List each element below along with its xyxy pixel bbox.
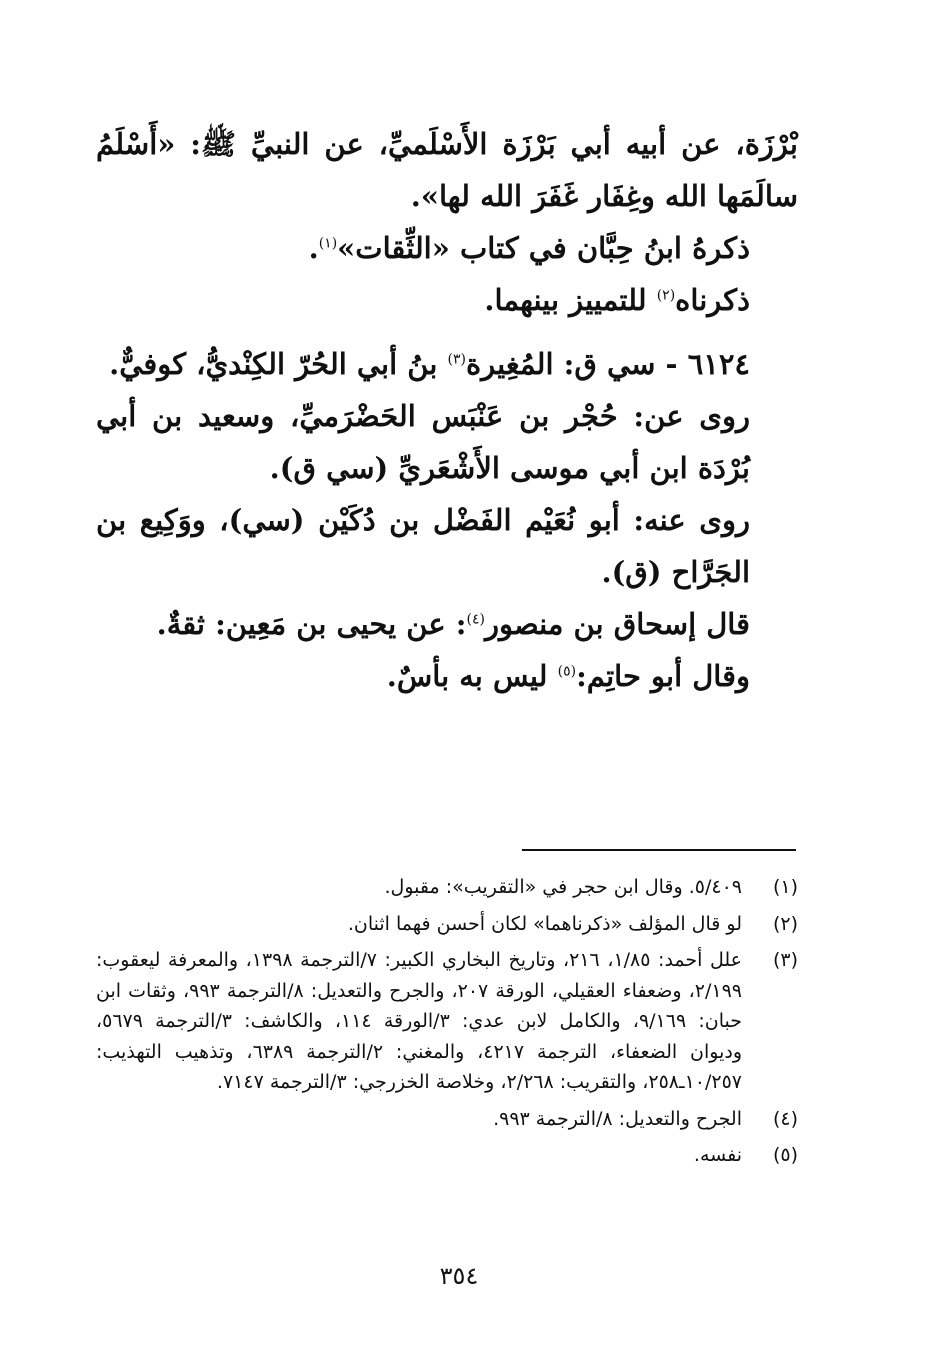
page-number: ٣٥٤ [439, 1262, 479, 1290]
text-segment: ذكرهُ ابنُ حِبَّان في كتاب «الثِّقات» [337, 231, 750, 265]
text-segment: وقال أبو حاتِم: [576, 659, 750, 693]
footnote-number: (٤) [772, 1107, 798, 1130]
footnote-number: (٣) [772, 949, 798, 971]
footnote-2 [96, 909, 798, 940]
footnote-text: ٥/٤٠٩. وقال ابن حجر في «التقريب»: مقبول. [384, 876, 742, 898]
paragraph-ibn-hibban [96, 222, 798, 274]
paragraph-hadith: بْرْزَة، عن أبيه أبي بَرْزَة الأَسْلَميِّ، عن النبيِّ ﷺ: «أَسْلَمُ سالَمَها الله وغِفَار غَفَرَ الله لها». [96, 127, 798, 213]
text-segment: . [308, 231, 319, 265]
text-segment: ليس به بأسٌ. [386, 659, 558, 693]
paragraph-rawa-anhu: روى عنه: أبو نُعَيْم الفَضْل بن دُكَيْن (سي)، ووَكِيع بن الجَرَّاح (ق). [96, 503, 750, 589]
footnote-number: (١) [772, 876, 798, 898]
text-segment: للتمييز بينهما. [484, 283, 657, 317]
entry-heading [96, 338, 798, 390]
footnote-5 [96, 1140, 798, 1171]
text-segment: : عن يحيى بن مَعِين: ثقةٌ. [156, 607, 467, 641]
footnote-3 [96, 945, 798, 1098]
paragraph-abu-hatim [96, 650, 798, 702]
entry-name: سي ق: المُغِيرة [465, 347, 666, 381]
footnote-ref-5[interactable]: (٥) [557, 663, 577, 680]
text-segment: قال إسحاق بن منصور [484, 607, 750, 641]
footnote-ref-2[interactable]: (٢) [656, 287, 676, 304]
footnote-text: لو قال المؤلف «ذكرناهما» لكان أحسن فهما اثنان. [347, 912, 742, 935]
entry-name-cont: بنُ أبي الحُرّ الكِنْديُّ، كوفيٌّ. [109, 347, 448, 381]
footnote-ref-4[interactable]: (٤) [466, 611, 485, 628]
footnote-number: (٢) [772, 912, 798, 935]
footnote-4 [96, 1104, 798, 1135]
footnotes-section [96, 872, 798, 1177]
footnote-number: (٥) [772, 1144, 798, 1166]
footnote-text: نفسه. [693, 1144, 742, 1166]
footnote-ref-3[interactable]: (٣) [447, 351, 466, 368]
paragraph-ishaq [96, 598, 798, 650]
main-text [96, 118, 798, 702]
footnote-text: الجرح والتعديل: ٨/الترجمة ٩٩٣. [493, 1107, 742, 1130]
footnote-ref-1[interactable]: (١) [318, 235, 338, 252]
paragraph-tamyiz [96, 274, 798, 326]
entry-number: ٦١٢٤ - [665, 347, 750, 381]
footnote-divider [522, 849, 796, 851]
paragraph-rawa-an: روى عن: حُجْر بن عَنْبَس الحَضْرَميِّ، وسعيد بن أبي بُرْدَة ابن أبي موسى الأَشْعَريِّ (سي ق). [96, 399, 750, 485]
footnote-1 [96, 872, 798, 903]
footnote-text: علل أحمد: ١/٨٥، ٢١٦، وتاريخ البخاري الكبير: ٧/الترجمة ١٣٩٨، والمعرفة ليعقوب: ٢/١٩٩، وضعفاء العقيلي، الورقة ٢٠٧، والجرح والتعديل: ٨/الترجمة ٩٩٣، وثقات ابن حبان: ٩/١٦٩، والكامل لابن عدي: ٣/الورقة ١١٤، والكاشف: ٣/الترجمة ٥٦٧٩، وديوان الضعفاء، الترجمة ٤٢١٧، والمغني: ٢/الترجمة ٦٣٨٩، وتذهيب التهذيب: ١٠/٢٥٧ـ٢٥٨، والتقريب: ٢/٢٦٨، وخلاصة الخزرجي: ٣/الترجمة ٧١٤٧. [96, 949, 743, 1093]
text-segment: ذكرناه [675, 283, 750, 317]
